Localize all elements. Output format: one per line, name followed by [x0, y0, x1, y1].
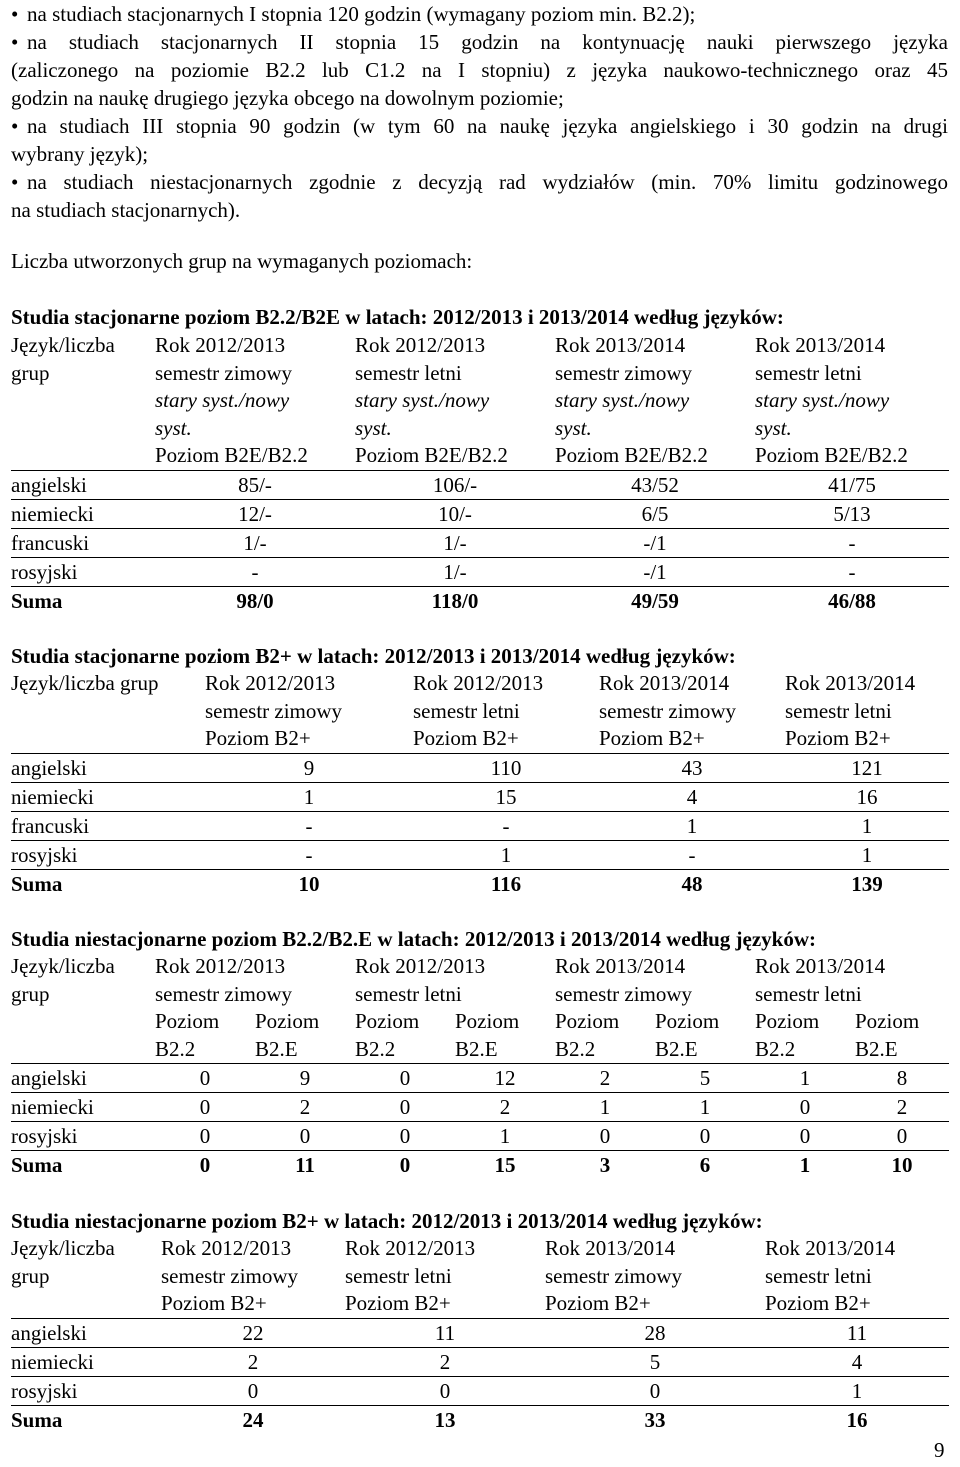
cell: - — [413, 811, 599, 840]
header-line: Rok 2013/2014 — [755, 333, 886, 357]
header-line: B2.2 — [355, 1036, 396, 1061]
row-lang: angielski — [11, 470, 155, 499]
cell: 0 — [155, 1064, 255, 1093]
header-line: semestr letni — [765, 1263, 872, 1288]
header-line: semestr zimowy — [155, 981, 293, 1006]
header-line: Język/liczba — [11, 954, 115, 978]
row-lang: rosyjski — [11, 1122, 155, 1151]
cell: 46/88 — [755, 586, 949, 615]
header-line: Poziom — [155, 1009, 220, 1033]
cell: 9 — [205, 753, 413, 782]
header-line: Poziom — [355, 1009, 420, 1033]
cell: 2 — [855, 1093, 949, 1122]
cell: 1 — [205, 782, 413, 811]
table-row — [11, 1122, 949, 1151]
subheader-b2e — [455, 1008, 555, 1064]
header-line: Rok 2012/2013 — [155, 954, 286, 978]
header-line: stary syst./nowy — [355, 388, 490, 412]
table-row — [11, 840, 949, 869]
header-line: semestr zimowy — [155, 360, 293, 385]
table1 — [11, 332, 949, 615]
cell: 24 — [161, 1405, 345, 1434]
header-line: semestr letni — [785, 698, 892, 723]
cell: 5 — [655, 1064, 755, 1093]
header-line: Język/liczba — [11, 333, 115, 357]
cell: 1 — [755, 1064, 855, 1093]
bullet-icon: • — [11, 30, 19, 54]
table3 — [11, 953, 949, 1179]
row-lang: francuski — [11, 811, 205, 840]
cell: - — [205, 840, 413, 869]
cell: 2 — [555, 1064, 655, 1093]
header-line: semestr zimowy — [161, 1263, 299, 1288]
table1-title: Studia stacjonarne poziom B2.2/B2E w latach: 2012/2013 i 2013/2014 według języków: — [11, 305, 784, 329]
table2-header-col — [599, 670, 785, 753]
table4-header-col — [545, 1235, 765, 1318]
cell: 139 — [785, 869, 949, 898]
cell: 121 — [785, 753, 949, 782]
cell: 41/75 — [755, 470, 949, 499]
cell: 4 — [765, 1347, 949, 1376]
table2-header-row — [11, 670, 949, 753]
cell: 33 — [545, 1405, 765, 1434]
cell: 2 — [161, 1347, 345, 1376]
cell: 0 — [355, 1093, 455, 1122]
header-line: syst. — [355, 415, 392, 440]
subheader-b22 — [755, 1008, 855, 1064]
cell: 1 — [555, 1093, 655, 1122]
table4-header-row — [11, 1235, 949, 1318]
bullet-text: na studiach III stopnia 90 godzin (w tym 60 na naukę języka angielskiego i 30 godzin na drugi — [27, 114, 948, 138]
header-line: syst. — [555, 415, 592, 440]
table3-header-col — [355, 953, 555, 1008]
cell: 1 — [765, 1376, 949, 1405]
bullet-icon: • — [11, 170, 19, 194]
bullet-icon: • — [11, 114, 19, 138]
bullet-item-3-line-2: wybrany język); — [11, 142, 149, 166]
header-line: grup — [11, 1263, 50, 1288]
header-line: Rok 2012/2013 — [355, 954, 486, 978]
subheader-b22 — [355, 1008, 455, 1064]
header-line: semestr letni — [755, 360, 862, 385]
bullet-item-4-line-2: na studiach stacjonarnych). — [11, 198, 241, 222]
row-lang: rosyjski — [11, 557, 155, 586]
header-line: grup — [11, 360, 50, 385]
cell: 13 — [345, 1405, 545, 1434]
row-lang: niemiecki — [11, 1093, 155, 1122]
row-lang: rosyjski — [11, 1376, 161, 1405]
header-line: syst. — [155, 415, 192, 440]
cell: 16 — [765, 1405, 949, 1434]
header-line: Rok 2013/2014 — [599, 671, 730, 695]
cell: 2 — [455, 1093, 555, 1122]
header-line: Poziom — [555, 1009, 620, 1033]
header-line: B2.E — [655, 1036, 698, 1061]
header-line: Język/liczba — [11, 1236, 115, 1260]
table-row — [11, 499, 949, 528]
header-line: Rok 2012/2013 — [205, 671, 336, 695]
cell: 118/0 — [355, 586, 555, 615]
cell: 0 — [755, 1093, 855, 1122]
cell: 4 — [599, 782, 785, 811]
cell: 2 — [255, 1093, 355, 1122]
header-line: Rok 2013/2014 — [555, 333, 686, 357]
cell: 98/0 — [155, 586, 355, 615]
header-line: Poziom — [855, 1009, 920, 1033]
subheader-b22 — [555, 1008, 655, 1064]
subheader-b2e — [855, 1008, 949, 1064]
cell: 106/- — [355, 470, 555, 499]
table-row — [11, 557, 949, 586]
table3-header-col — [155, 953, 355, 1008]
cell: -/1 — [555, 557, 755, 586]
header-line: semestr letni — [755, 981, 862, 1006]
bullet-icon: • — [11, 2, 19, 26]
header-line: Rok 2012/2013 — [345, 1236, 476, 1260]
header-line: Rok 2012/2013 — [161, 1236, 292, 1260]
row-lang: Suma — [11, 1151, 155, 1180]
table2-header-lang: Język/liczba grup — [11, 671, 159, 695]
table-row — [11, 811, 949, 840]
header-line: grup — [11, 981, 50, 1006]
header-line: Rok 2012/2013 — [355, 333, 486, 357]
header-line: B2.E — [455, 1036, 498, 1061]
table1-header-col — [355, 332, 555, 470]
cell: 8 — [855, 1064, 949, 1093]
header-line: semestr letni — [413, 698, 520, 723]
table-row — [11, 753, 949, 782]
cell: 9 — [255, 1064, 355, 1093]
table3-header-col — [555, 953, 755, 1008]
table4 — [11, 1235, 949, 1434]
cell: 1 — [785, 811, 949, 840]
cell: 0 — [555, 1122, 655, 1151]
header-line: Rok 2013/2014 — [765, 1236, 896, 1260]
header-line: Poziom B2+ — [161, 1291, 267, 1315]
row-lang: angielski — [11, 1318, 161, 1347]
cell: 28 — [545, 1318, 765, 1347]
row-lang: niemiecki — [11, 499, 155, 528]
cell: 22 — [161, 1318, 345, 1347]
cell: 5 — [545, 1347, 765, 1376]
row-lang: Suma — [11, 869, 205, 898]
bullet-item-4-line-1 — [11, 168, 948, 196]
cell: 10 — [855, 1151, 949, 1180]
header-line: Rok 2012/2013 — [413, 671, 544, 695]
header-line: Rok 2013/2014 — [555, 954, 686, 978]
table-sum-row — [11, 1405, 949, 1434]
header-line: Poziom B2+ — [345, 1291, 451, 1315]
header-line: Poziom B2+ — [599, 726, 705, 750]
table1-header-lang — [11, 332, 155, 470]
cell: 0 — [355, 1122, 455, 1151]
cell: 0 — [355, 1064, 455, 1093]
header-line: B2.E — [855, 1036, 898, 1061]
header-line: semestr letni — [345, 1263, 452, 1288]
header-line: semestr zimowy — [545, 1263, 683, 1288]
cell: 3 — [555, 1151, 655, 1180]
cell: -/1 — [555, 528, 755, 557]
table4-header-col — [765, 1235, 949, 1318]
table-row — [11, 1376, 949, 1405]
cell: 16 — [785, 782, 949, 811]
subheader-b22 — [155, 1008, 255, 1064]
table3-title: Studia niestacjonarne poziom B2.2/B2.E w latach: 2012/2013 i 2013/2014 według języków: — [11, 927, 817, 951]
table-row — [11, 782, 949, 811]
cell: 0 — [655, 1122, 755, 1151]
cell: 110 — [413, 753, 599, 782]
cell: 43/52 — [555, 470, 755, 499]
cell: 11 — [345, 1318, 545, 1347]
table-sum-row — [11, 869, 949, 898]
subheader-b2e — [255, 1008, 355, 1064]
cell: 1/- — [355, 528, 555, 557]
header-line: Poziom B2E/B2.2 — [355, 443, 508, 467]
cell: 48 — [599, 869, 785, 898]
cell: 10 — [205, 869, 413, 898]
table2-header-col — [785, 670, 949, 753]
header-line: Rok 2013/2014 — [545, 1236, 676, 1260]
cell: - — [155, 557, 355, 586]
cell: 0 — [255, 1122, 355, 1151]
header-line: Poziom — [455, 1009, 520, 1033]
header-line: Rok 2013/2014 — [785, 671, 916, 695]
bullet-text: na studiach niestacjonarnych zgodnie z decyzją rad wydziałów (min. 70% limitu godzinowego — [27, 170, 948, 194]
cell: 0 — [161, 1376, 345, 1405]
cell: 11 — [255, 1151, 355, 1180]
header-line: B2.2 — [555, 1036, 596, 1061]
header-line: B2.2 — [155, 1036, 196, 1061]
bullet-text: na studiach stacjonarnych II stopnia 15 godzin na kontynuację nauki pierwszego języka — [27, 30, 948, 54]
header-line: Poziom B2+ — [765, 1291, 871, 1315]
row-lang: angielski — [11, 1064, 155, 1093]
cell: 5/13 — [755, 499, 949, 528]
header-line: Rok 2013/2014 — [755, 954, 886, 978]
header-line: Poziom B2+ — [413, 726, 519, 750]
table-row — [11, 1064, 949, 1093]
cell: - — [755, 557, 949, 586]
table-row — [11, 470, 949, 499]
cell: 0 — [155, 1093, 255, 1122]
row-lang: Suma — [11, 1405, 161, 1434]
row-lang: Suma — [11, 586, 155, 615]
header-line: stary syst./nowy — [555, 388, 690, 412]
table2-header-col — [413, 670, 599, 753]
header-line: semestr zimowy — [555, 981, 693, 1006]
header-line: semestr zimowy — [599, 698, 737, 723]
header-line: Rok 2012/2013 — [155, 333, 286, 357]
table3-header-row — [11, 953, 949, 1008]
cell: 116 — [413, 869, 599, 898]
table-sum-row — [11, 1151, 949, 1180]
cell: 1 — [755, 1151, 855, 1180]
bullet-item-1 — [11, 0, 948, 28]
table1-header-col — [555, 332, 755, 470]
cell: 0 — [155, 1151, 255, 1180]
row-lang: francuski — [11, 528, 155, 557]
cell: 1/- — [155, 528, 355, 557]
table4-header-col — [161, 1235, 345, 1318]
bullet-text: na studiach stacjonarnych I stopnia 120 godzin (wymagany poziom min. B2.2); — [27, 2, 696, 26]
cell: 11 — [765, 1318, 949, 1347]
bullet-item-2-line-1 — [11, 28, 948, 56]
header-line: Poziom — [255, 1009, 320, 1033]
table-row — [11, 1318, 949, 1347]
table-row — [11, 1347, 949, 1376]
header-line: Poziom — [655, 1009, 720, 1033]
cell: 85/- — [155, 470, 355, 499]
header-line: B2.2 — [755, 1036, 796, 1061]
cell: 1/- — [355, 557, 555, 586]
table4-header-col — [345, 1235, 545, 1318]
cell: - — [205, 811, 413, 840]
table1-header-row — [11, 332, 949, 470]
cell: 0 — [155, 1122, 255, 1151]
header-line: semestr zimowy — [205, 698, 343, 723]
header-line: Poziom B2E/B2.2 — [555, 443, 708, 467]
header-line: Poziom B2+ — [785, 726, 891, 750]
header-line: Poziom B2+ — [205, 726, 311, 750]
header-line: semestr letni — [355, 360, 462, 385]
table1-header-col — [155, 332, 355, 470]
cell: 6/5 — [555, 499, 755, 528]
table2 — [11, 670, 949, 898]
row-lang: rosyjski — [11, 840, 205, 869]
header-line: stary syst./nowy — [155, 388, 290, 412]
row-lang: niemiecki — [11, 782, 205, 811]
cell: 15 — [455, 1151, 555, 1180]
table4-header-lang — [11, 1235, 161, 1318]
header-line: Poziom — [755, 1009, 820, 1033]
header-line: stary syst./nowy — [755, 388, 890, 412]
header-line: Poziom B2E/B2.2 — [755, 443, 908, 467]
cell: 1 — [455, 1122, 555, 1151]
table-row — [11, 1093, 949, 1122]
cell: 0 — [855, 1122, 949, 1151]
page-number: 9 — [934, 1438, 945, 1462]
bullet-item-3-line-1 — [11, 112, 948, 140]
cell: 1 — [785, 840, 949, 869]
cell: 0 — [545, 1376, 765, 1405]
table3-header-col — [755, 953, 949, 1008]
cell: 1 — [655, 1093, 755, 1122]
intro-text: Liczba utworzonych grup na wymaganych poziomach: — [11, 249, 473, 273]
header-line: B2.E — [255, 1036, 298, 1061]
cell: 0 — [755, 1122, 855, 1151]
cell: 1 — [413, 840, 599, 869]
subheader-b2e — [655, 1008, 755, 1064]
header-line: semestr letni — [355, 981, 462, 1006]
row-lang: angielski — [11, 753, 205, 782]
table3-header-lang — [11, 953, 155, 1064]
cell: 1 — [599, 811, 785, 840]
cell: 12/- — [155, 499, 355, 528]
bullet-item-2-line-2: (zaliczonego na poziomie B2.2 lub C1.2 na I stopniu) z języka naukowo-technicznego oraz 45 — [11, 58, 948, 82]
cell: 15 — [413, 782, 599, 811]
header-line: syst. — [755, 415, 792, 440]
table2-title: Studia stacjonarne poziom B2+ w latach: 2012/2013 i 2013/2014 według języków: — [11, 644, 736, 668]
bullet-item-2-line-3: godzin na naukę drugiego języka obcego na dowolnym poziomie; — [11, 86, 564, 110]
cell: 0 — [345, 1376, 545, 1405]
header-line: semestr zimowy — [555, 360, 693, 385]
cell: 12 — [455, 1064, 555, 1093]
table-sum-row — [11, 586, 949, 615]
cell: 43 — [599, 753, 785, 782]
header-line: Poziom B2+ — [545, 1291, 651, 1315]
cell: 6 — [655, 1151, 755, 1180]
cell: - — [599, 840, 785, 869]
header-line: Poziom B2E/B2.2 — [155, 443, 308, 467]
cell: 2 — [345, 1347, 545, 1376]
table1-header-col — [755, 332, 949, 470]
table-row — [11, 528, 949, 557]
table2-header-col — [205, 670, 413, 753]
cell: 10/- — [355, 499, 555, 528]
cell: 49/59 — [555, 586, 755, 615]
cell: 0 — [355, 1151, 455, 1180]
row-lang: niemiecki — [11, 1347, 161, 1376]
cell: - — [755, 528, 949, 557]
table4-title: Studia niestacjonarne poziom B2+ w latach: 2012/2013 i 2013/2014 według języków: — [11, 1209, 763, 1233]
